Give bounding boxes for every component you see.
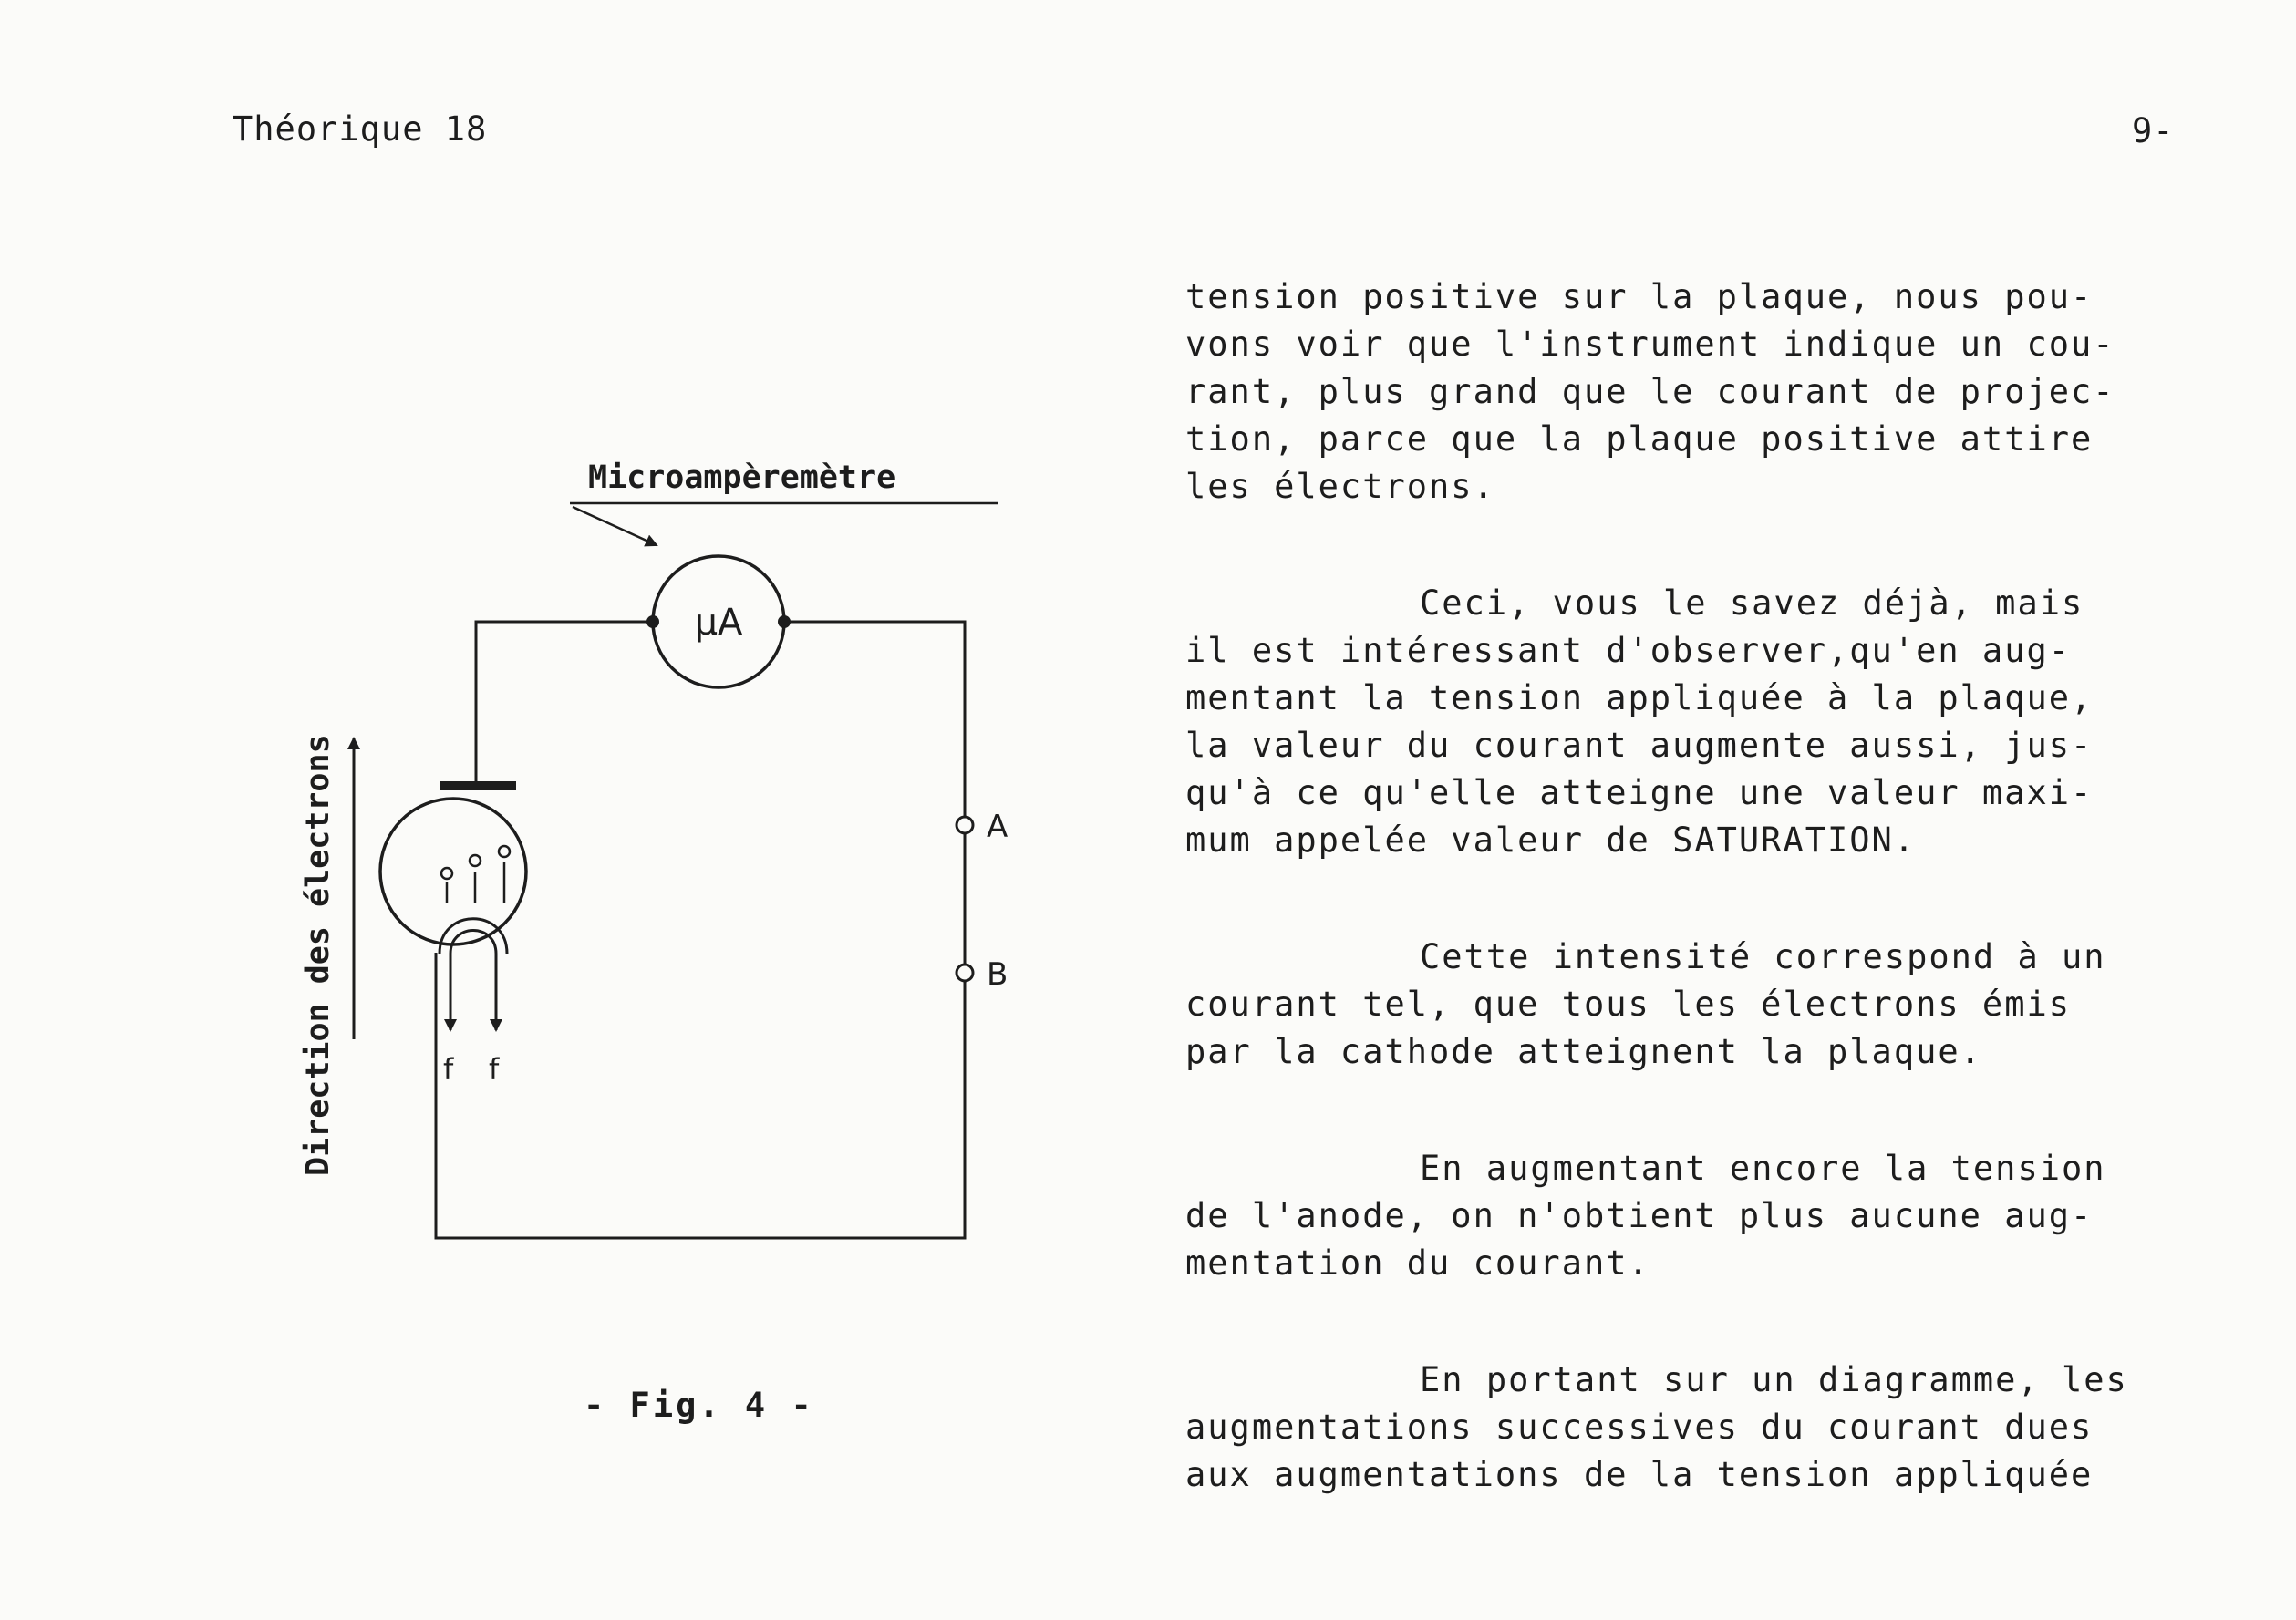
microammeter-label: Microampèremètre [588,459,896,496]
paragraph [1185,934,2198,1076]
terminal-a-label: A [987,809,1008,845]
text-line: par la cathode atteignent la plaque. [1185,1032,1982,1071]
page-number: 9- [2132,111,2175,150]
terminal-b-label: B [987,956,1008,993]
text-line: il est intéressant d'observer,qu'en aug- [1185,631,2072,670]
figure-caption: - Fig. 4 - [584,1386,814,1425]
text-line: courant tel, que tous les électrons émis [1185,985,2072,1024]
pin-icon [470,855,481,866]
terminal-b-icon [957,965,973,981]
text-line: En portant sur un diagramme, les [1420,1360,2128,1399]
text-line: de l'anode, on n'obtient plus aucune aug- [1185,1196,2094,1235]
text-line: Ceci, vous le savez déjà, mais [1420,583,2084,623]
filament-label-right: f [489,1052,500,1087]
text-line: la valeur du courant augmente aussi, jus- [1185,726,2094,765]
pin-icon [499,846,510,857]
header-section-title: Théorique 18 [233,109,488,149]
filament-label-left: f [443,1052,454,1087]
text-line: mentation du courant. [1185,1243,1650,1283]
terminal-a-icon [957,817,973,833]
label-pointer-arrow [573,507,657,545]
figure-4-circuit-diagram [274,447,1049,1285]
circuit-svg [274,447,1049,1285]
text-line: En augmentant encore la tension [1420,1149,2106,1188]
body-text [1185,273,2198,1568]
paragraph [1185,1145,2198,1287]
text-line: vons voir que l'instrument indique un cou- [1185,325,2115,364]
wire-meter-to-terminal-a [784,622,965,820]
text-line: augmentations successives du courant dues [1185,1408,2094,1447]
wire-meter-to-plate [476,622,653,784]
tube-plate-anode [440,781,516,790]
text-line: qu'à ce qu'elle atteigne une valeur maxi- [1185,773,2094,812]
microammeter-symbol: µA [694,602,743,644]
electron-direction-label: Direction des électrons [300,734,336,1176]
text-line: tion, parce que la plaque positive attire [1185,419,2094,459]
wire-return-loop [436,953,965,1238]
paragraph [1185,580,2198,864]
text-line: mum appelée valeur de SATURATION. [1185,820,1917,860]
text-line: mentant la tension appliquée à la plaque, [1185,678,2094,717]
paragraph [1185,1357,2198,1499]
text-line: rant, plus grand que le courant de projec- [1185,372,2115,411]
text-line: aux augmentations de la tension appliquée [1185,1455,2094,1494]
paragraph [1185,273,2198,511]
text-line: les électrons. [1185,467,1495,506]
text-line: tension positive sur la plaque, nous pou- [1185,277,2094,316]
text-line: Cette intensité correspond à un [1420,937,2106,976]
pin-icon [441,868,452,879]
